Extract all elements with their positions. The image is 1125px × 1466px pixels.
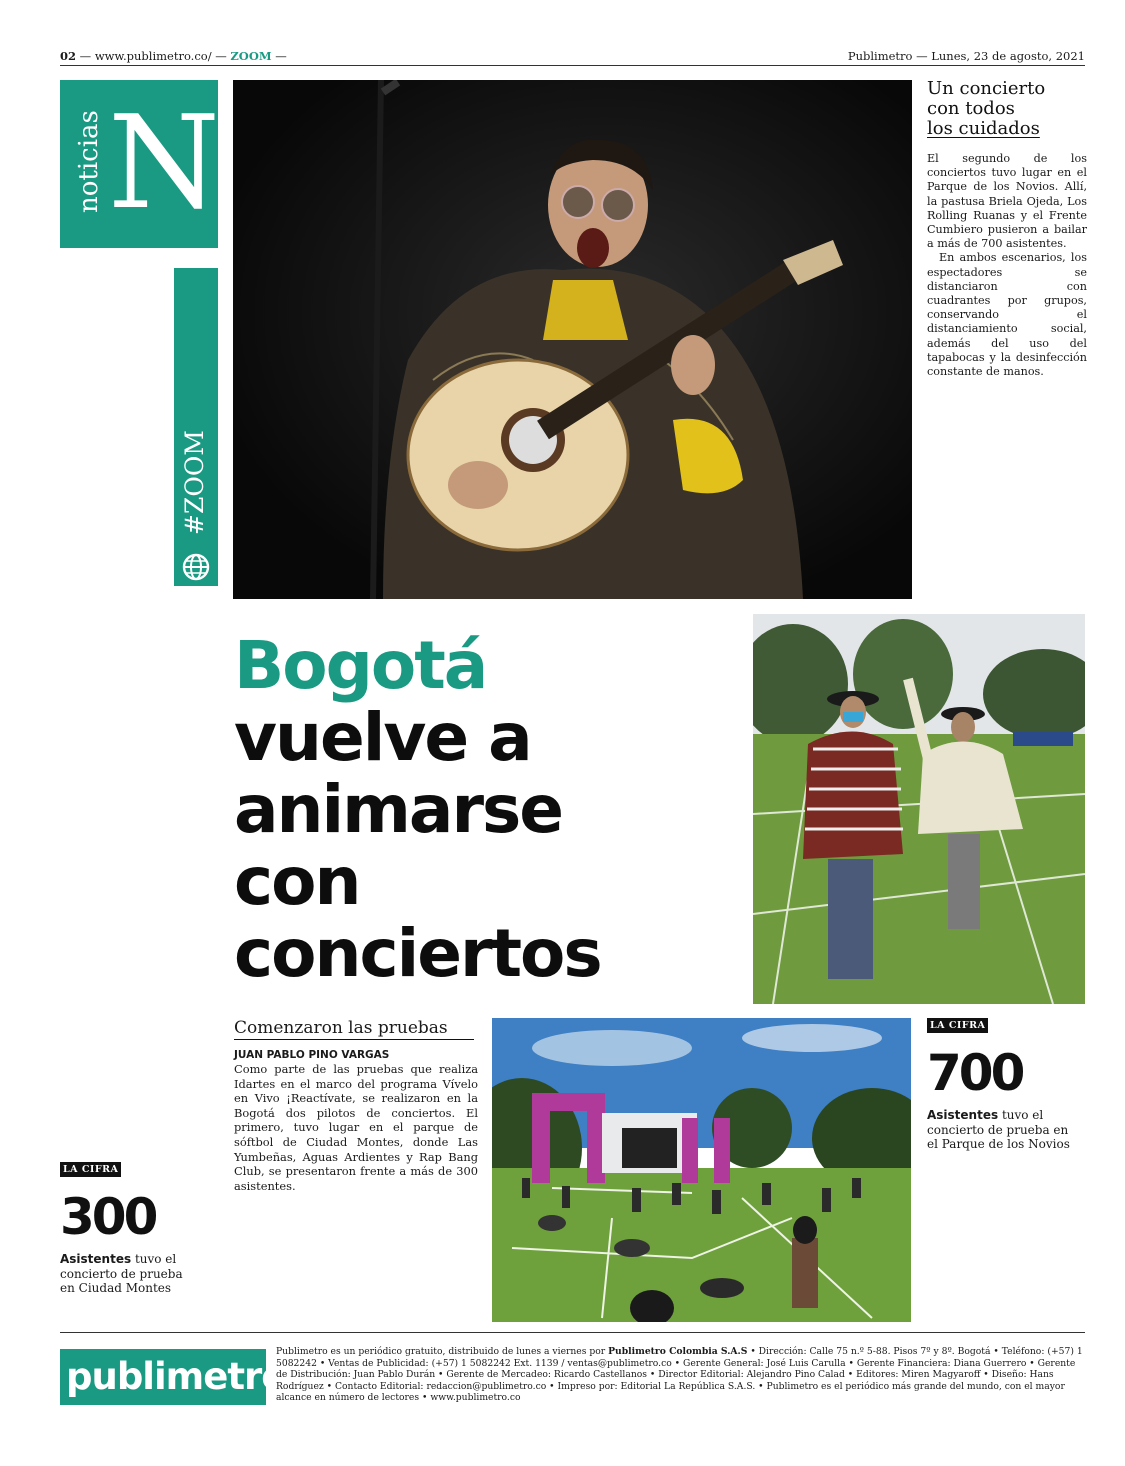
noticias-label: noticias [74,110,104,214]
article-subhead: Comenzaron las pruebas [234,1018,474,1040]
section-n-block [60,80,218,248]
sidebar-title-line2: con todos [927,98,1015,119]
legal-part-1: Publimetro es un periódico gratuito, distribuido de lunes a viernes por [276,1346,609,1357]
photo-stage-park [492,1018,911,1322]
footer-legal [276,1346,1086,1404]
photo-ponchos [753,614,1085,1004]
main-photo-guitarist [233,80,912,599]
page-header [60,48,1085,66]
cifra-right-number [927,1044,1023,1102]
cifra-left-value: 300 [60,1188,156,1246]
header-left [60,49,287,63]
article-author: JUAN PABLO PINO VARGAS [234,1049,390,1061]
page-number: 02 [60,49,77,63]
section-name: ZOOM [230,49,272,63]
header-dash: — [275,49,287,63]
sidebar-paragraph-1: El segundo de los conciertos tuvo lugar en el Parque de los Novios. Allí, la pastusa Briela Ojeda, Los Rolling Ruanas y el Frente Cumbiero pusieron a bailar a más de 700 asistentes. [927,152,1087,251]
sidebar-title [927,79,1087,139]
zoom-tag-bar [174,268,218,586]
cifra-left-number [60,1188,156,1246]
publimetro-logo: publimetro [60,1349,266,1405]
cifra-right-label: LA CIFRA [927,1018,988,1033]
globe-icon [182,553,210,581]
cifra-left-text [60,1252,200,1296]
cifra-left-bold: Asistentes [60,1252,132,1266]
headline-line2: vuelve a [234,699,531,776]
legal-part-2: Publimetro Colombia S.A.S [608,1346,748,1357]
sidebar-title-line1: Un concierto [927,78,1046,99]
article-body: Como parte de las pruebas que realiza Idartes en el marco del programa Vívelo en Vivo ¡Reactívate, se realizaron en la Bogotá dos pilotos de conciertos. El primero, tuvo lugar en el parque de sóftbol de Ciudad Montes, donde Las Yumbeñas, Aguas Ardientes y Rap Bang Club, se presentaron frente a más de 300 asistentes. [234,1062,478,1193]
cifra-right-text [927,1108,1077,1152]
cifra-right-desc: tuvo el concierto de prueba en el Parque de los Novios [927,1108,1070,1151]
footer-divider [60,1332,1085,1333]
headline-line5: conciertos [234,915,601,992]
zoom-tag: #ZOOM [180,430,209,536]
sidebar-paragraph-2: En ambos escenarios, los espectadores se distanciaron con cuadrantes por grupos, conservando el distanciamiento social, además del uso del tapabocas y la desinfección constante de manos. [927,251,1087,379]
headline-line1: Bogotá [234,627,487,704]
headline-line4: con [234,843,360,920]
sidebar-body [927,152,1087,379]
sidebar-title-line3: los cuidados [927,118,1040,139]
cifra-right-bold: Asistentes [927,1108,999,1122]
site-url[interactable]: — www.publimetro.co/ — [79,49,227,63]
legal-part-3: • Dirección: Calle 75 n.º 5-88. Pisos 7º y 8º. Bogotá • Teléfono: (+57) 1 5082242 • Ventas de Publicidad: (+57) 1 5082242 Ext. 1139 / ventas@publimetro.co • Gerente General: José Luis Carulla • Gerente Financiera: Diana Guerrero • Gerente de Distribución: Juan Pablo Durán • Gerente de Mercadeo: Ricardo Castellanos • Director Editorial: Alejandro Pino Calad • Editores: Miren Magyaroff • Diseño: Hans Rodríguez • Contacto Editorial: redaccion@publimetro.co • Impreso por: Editorial La República S.A.S. • Publimetro es el periódico más grande del mundo, con el mayor alcance en número de lectores • www.publimetro.co [276,1346,1083,1404]
cifra-right-value: 700 [927,1044,1023,1102]
cifra-left-desc: tuvo el concierto de prueba en Ciudad Montes [60,1252,183,1295]
header-date: Publimetro — Lunes, 23 de agosto, 2021 [847,49,1085,63]
n-letter: N [108,89,220,238]
main-headline [234,627,734,992]
cifra-left-label: LA CIFRA [60,1162,121,1177]
headline-line3: animarse [234,771,563,848]
